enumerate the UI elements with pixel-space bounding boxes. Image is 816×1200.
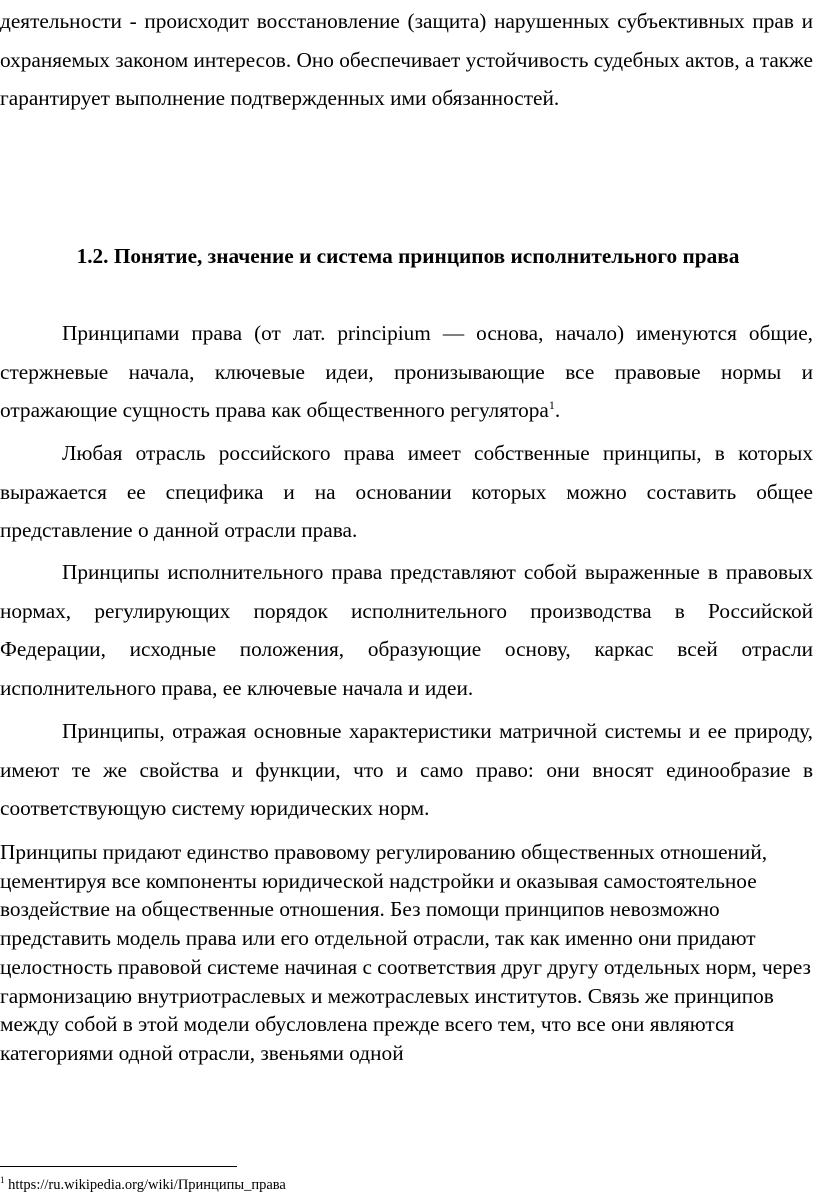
footnote: [0, 1175, 286, 1195]
section-heading: 1.2. Понятие, значение и система принципов исполнительного права: [76, 244, 740, 268]
paragraph-principles-definition: [0, 314, 813, 430]
paragraph-principles-properties: Принципы, отражая основные характеристики матричной системы и ее природу, имеют те же свойства и функции, что и само право: они вносят единообразие в соответствующую систему юридических норм.: [0, 719, 813, 820]
paragraph-branch-principles: Любая отрасль российского права имеет собственные принципы, в которых выражается ее специфика и на основании которых можно составить общее представление о данной отрасли права.: [0, 441, 813, 542]
paragraph-principles-definition-text: Принципами права (от лат. principium — основа, начало) именуются общие, стержневые начала, ключевые идеи, пронизывающие все правовые нормы и отражающие сущность права как общественного регулятора: [0, 321, 813, 422]
paragraph-continuation: деятельности - происходит восстановление (защита) нарушенных субъективных прав и охраняемых законом интересов. Оно обеспечивает устойчивость судебных актов, а также гарантирует выполнение подтвержденных ими обязанностей.: [0, 9, 813, 110]
paragraph-principles-definition-end: .: [554, 398, 561, 422]
footnote-link[interactable]: https://ru.wikipedia.org/wiki/Принципы_права: [4, 1177, 286, 1193]
footnote-marker: 1: [0, 1175, 5, 1186]
footnote-reference: 1: [548, 397, 555, 412]
paragraph-enforcement-principles: Принципы исполнительного права представляют собой выраженные в правовых нормах, регулирующих порядок исполнительного производства в Российской Федерации, исходные положения, образующие основу, каркас всей отрасли исполнительного права, ее ключевые начала и идеи.: [0, 560, 813, 700]
footnote-divider: [0, 1166, 237, 1167]
paragraph-principles-unity: Принципы придают единство правовому регулированию общественных отношений, цементируя все компоненты юридической надстройки и оказывая самостоятельное воздействие на общественные отношения. Без помощи принципов невозможно представить модель права или его отдельной отрасли, так как именно они придают целостность правовой системе начиная с соответствия друг другу отдельных норм, через гармонизацию внутриотраслевых и межотраслевых институтов. Связь же принципов между собой в этой модели обусловлена прежде всего тем, что все они являются категориями одной отрасли, звеньями одной: [0, 840, 811, 1065]
